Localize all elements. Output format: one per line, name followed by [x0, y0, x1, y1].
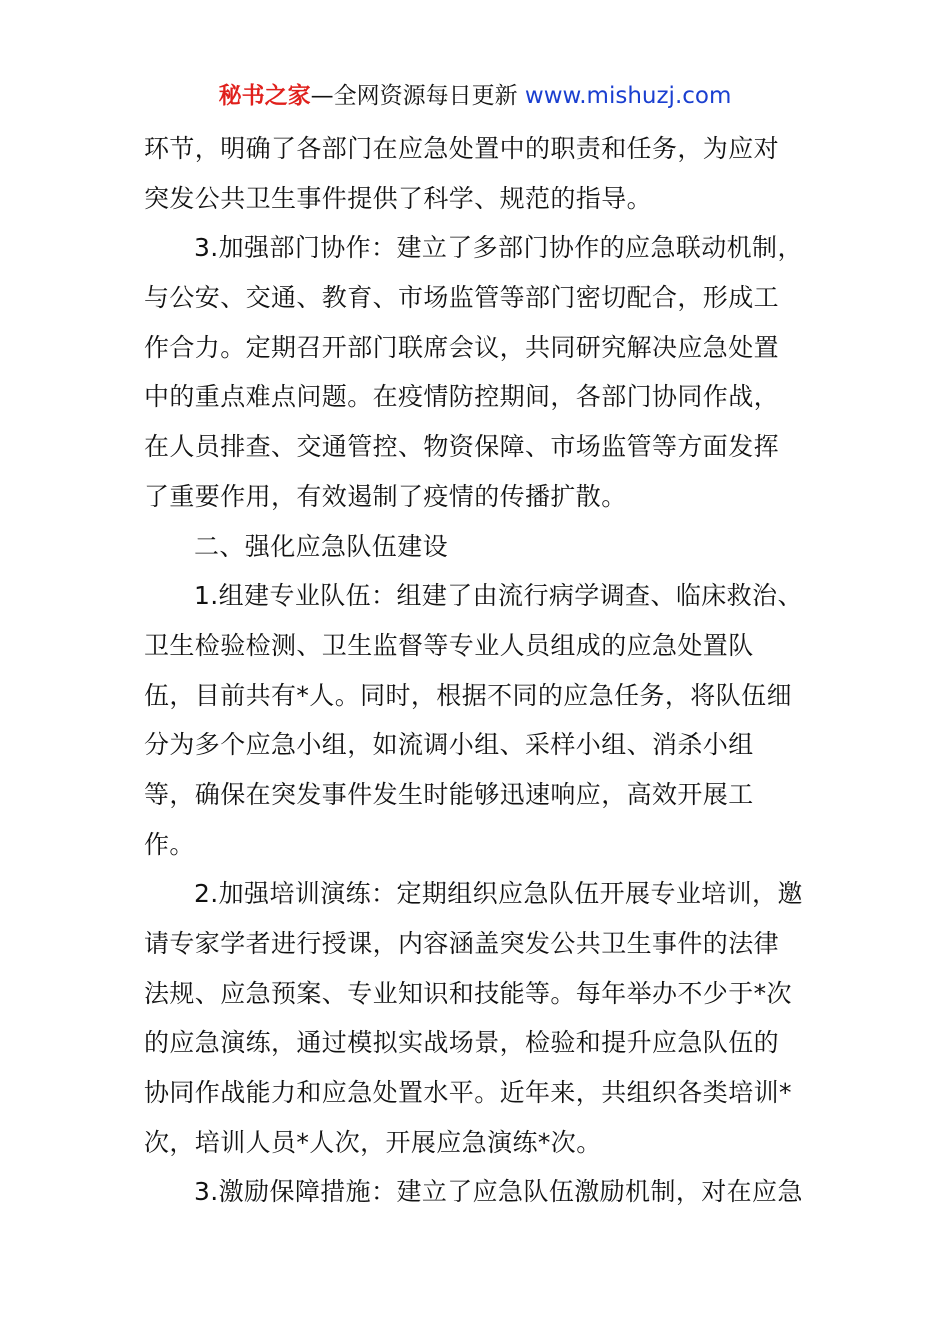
text-line: 二、强化应急队伍建设	[194, 531, 449, 561]
text-line: 在人员排查、交通管控、物资保障、市场监管等方面发挥	[144, 432, 780, 462]
text-line: 与公安、交通、教育、市场监管等部门密切配合，形成工	[144, 283, 780, 313]
text-line: 了重要作用，有效遏制了疫情的传播扩散。	[144, 481, 627, 511]
text-line: 法规、应急预案、专业知识和技能等。每年举办不少于*次	[144, 978, 792, 1008]
text-line: 的应急演练，通过模拟实战场景，检验和提升应急队伍的	[144, 1028, 780, 1058]
text-line: 卫生检验检测、卫生监督等专业人员组成的应急处置队	[144, 630, 754, 660]
document-body	[144, 124, 814, 1217]
text-line: 伍，目前共有*人。同时，根据不同的应急任务，将队伍细	[144, 680, 792, 710]
text-line: 作合力。定期召开部门联席会议，共同研究解决应急处置	[144, 332, 780, 362]
text-line: 2.加强培训演练：定期组织应急队伍开展专业培训，邀	[194, 879, 803, 909]
text-line: 分为多个应急小组，如流调小组、采样小组、消杀小组	[144, 730, 754, 760]
text-line: 请专家学者进行授课，内容涵盖突发公共卫生事件的法律	[144, 929, 780, 958]
text-line: 协同作战能力和应急处置水平。近年来，共组织各类培训*	[144, 1078, 792, 1108]
text-line: 3.激励保障措施：建立了应急队伍激励机制，对在应急	[194, 1177, 803, 1207]
text-line: 次，培训人员*人次，开展应急演练*次。	[144, 1127, 602, 1157]
text-line: 环节，明确了各部门在应急处置中的职责和任务，为应对	[144, 134, 780, 163]
site-header	[0, 80, 950, 112]
header-tagline: —全网资源每日更新	[310, 83, 525, 109]
text-line: 3.加强部门协作：建立了多部门协作的应急联动机制，	[194, 233, 803, 263]
text-line: 突发公共卫生事件提供了科学、规范的指导。	[144, 183, 653, 213]
site-url-link[interactable]: www.mishuzj.com	[524, 83, 732, 109]
text-line: 作。	[144, 829, 195, 859]
text-line: 等，确保在突发事件发生时能够迅速响应，高效开展工	[144, 779, 754, 809]
text-line: 中的重点难点问题。在疫情防控期间，各部门协同作战，	[144, 382, 780, 412]
text-line: 1.组建专业队伍：组建了由流行病学调查、临床救治、	[194, 581, 803, 611]
brand-name: 秘书之家	[218, 83, 311, 109]
